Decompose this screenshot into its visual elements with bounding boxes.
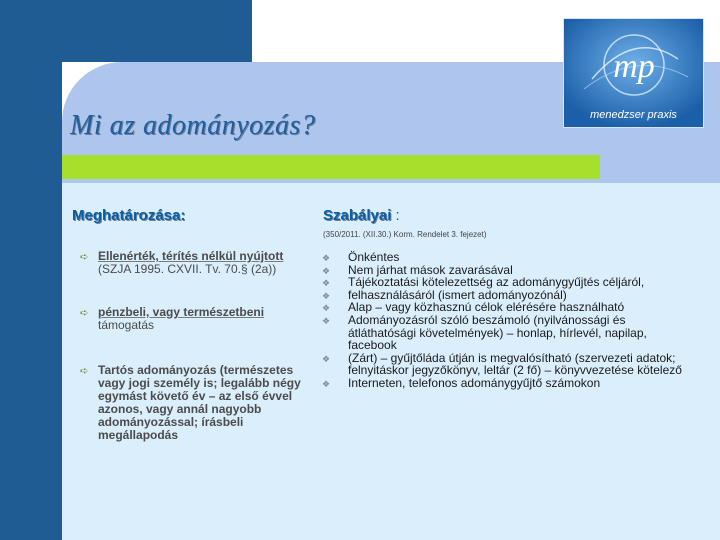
- rules-heading-colon: :: [391, 207, 400, 224]
- rules-heading-text: Szabályai: [323, 207, 392, 224]
- logo-monogram: mp: [613, 48, 655, 85]
- item-text: Tájékoztatási kötelezettség az adománygyűjtés céljáról,: [348, 275, 645, 290]
- definition-heading: Meghatározása:: [72, 207, 186, 224]
- diamond-bullet-icon: ❖: [322, 253, 331, 263]
- item-text: felhasználásáról (ismert adományozónál): [348, 287, 567, 302]
- diamond-bullet-icon: ❖: [322, 290, 331, 301]
- list-item: [322, 352, 682, 377]
- arrow-bullet-icon: ➪: [80, 308, 89, 319]
- list-item: [78, 364, 303, 442]
- diamond-bullet-icon: ❖: [322, 278, 331, 289]
- legal-reference: (350/2011. (XII.30.) Korm. Rendelet 3. fejezet): [323, 230, 487, 239]
- definition-list: [78, 250, 303, 442]
- item-text: (Zárt) – gyűjtőláda útján is megvalósítható (szervezeti adatok; felnyitáskor jegyzőkönyv, leltár (2 fő) – könyvvezetése kötelező: [348, 350, 682, 378]
- list-item: [322, 314, 682, 352]
- item-text: Önkéntes: [348, 250, 400, 264]
- decorative-dark-band: [0, 0, 62, 540]
- diamond-bullet-icon: ❖: [322, 315, 331, 326]
- item-bold-text: pénzbeli, vagy természetbeni: [98, 305, 265, 319]
- rules-heading: [323, 207, 400, 224]
- logo-caption: menedzser praxis: [590, 109, 677, 121]
- item-normal-text: (SZJA 1995. CXVII. Tv. 70.§ (2a)): [98, 262, 277, 276]
- item-text: Nem járhat mások zavarásával: [348, 262, 513, 277]
- diamond-bullet-icon: ❖: [322, 303, 331, 314]
- item-text: Alap – vagy közhasznú célok elérésére használható: [348, 300, 625, 315]
- list-item: [78, 250, 303, 276]
- item-bold-text: Ellenérték, térítés nélkül nyújtott: [98, 249, 284, 263]
- list-item: [322, 377, 682, 390]
- item-text: Adományozásról szóló beszámoló (nyilvánossági és átláthatósági követelmények) – honlap, hírlevél, napilap, facebook: [348, 312, 647, 353]
- diamond-bullet-icon: ❖: [322, 353, 331, 364]
- logo: [563, 18, 704, 128]
- diamond-bullet-icon: ❖: [322, 265, 331, 276]
- item-text: Interneten, telefonos adománygyűjtő számokon: [348, 375, 601, 390]
- item-normal-text: támogatás: [98, 318, 155, 332]
- list-item: [78, 306, 303, 332]
- rules-list: [322, 251, 682, 390]
- item-bold-text: Tartós adományozás (természetes vagy jogi személy is; legalább négy egymást követő év – az első évvel azonos, vagy annál nagyobb adományozással; írásbeli megállapodás: [98, 363, 301, 442]
- accent-bar: [62, 155, 600, 179]
- arrow-bullet-icon: ➪: [80, 366, 89, 377]
- diamond-bullet-icon: ❖: [322, 378, 331, 389]
- page-title: Mi az adományozás?: [70, 110, 316, 141]
- arrow-bullet-icon: ➪: [80, 252, 89, 263]
